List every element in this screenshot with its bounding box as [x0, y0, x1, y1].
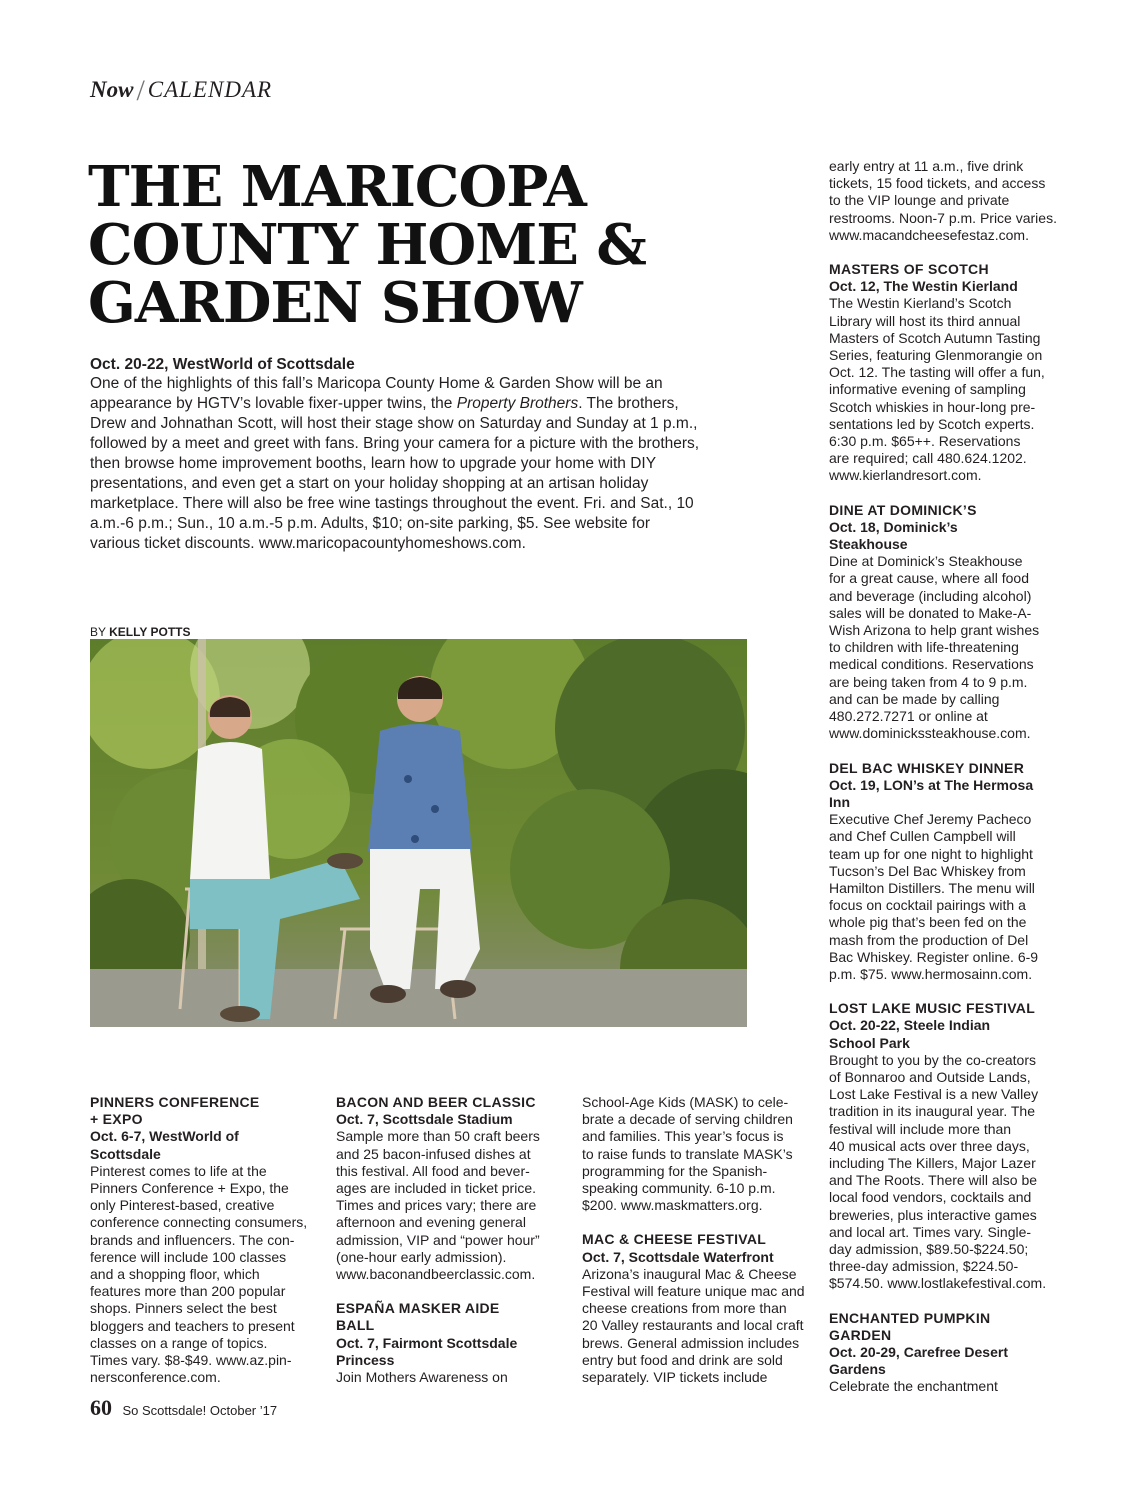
event-body-line: for a great cause, where all food	[829, 570, 1030, 587]
event-body-line: to children with life-threatening	[829, 639, 1019, 656]
event-body-line: conference connecting consumers,	[90, 1214, 308, 1231]
article-headline	[88, 154, 748, 336]
event-body-line: Times and prices vary; there are	[336, 1197, 537, 1214]
event-body-line: features more than 200 popular	[90, 1283, 286, 1300]
event-body-line: and local art. Times vary. Single-	[829, 1223, 1032, 1240]
event-title: DINE AT DOMINICK’S	[829, 501, 977, 518]
event-body-line: 20 Valley restaurants and local craft	[582, 1317, 804, 1334]
event-mac-cheese-continued	[829, 158, 1059, 244]
headline-line: COUNTY HOME &	[88, 212, 646, 278]
event-date-venue: Inn	[829, 793, 850, 810]
event-body-line: 40 musical acts over three days,	[829, 1137, 1030, 1154]
event-body-line: early entry at 11 a.m., five drink	[829, 158, 1024, 174]
event-title: MAC & CHEESE FESTIVAL	[582, 1231, 767, 1248]
event-body-line: www.baconandbeerclassic.com.	[336, 1266, 536, 1283]
event-body-line: and beverage (including alcohol)	[829, 587, 1032, 604]
event-body-line: The Westin Kierland’s Scotch	[829, 295, 1012, 312]
event-body-line: local food vendors, cocktails and	[829, 1189, 1032, 1206]
feature-body-line: followed by a meet and greet with fans. Bring your camera for a picture with the brothers,	[90, 435, 700, 452]
byline-prefix: BY	[90, 625, 106, 639]
feature-photo	[90, 639, 747, 1027]
event-body-line: Sample more than 50 craft beers	[336, 1128, 540, 1145]
event-body-line: informative evening of sampling	[829, 381, 1026, 398]
event-body-line: p.m. $75. www.hermosainn.com.	[829, 965, 1033, 982]
event-body-line: Festival will feature unique mac and	[582, 1283, 805, 1300]
event-date-venue: Oct. 7, Scottsdale Waterfront	[582, 1248, 774, 1265]
event-body-line: three-day admission, $224.50-	[829, 1258, 1019, 1275]
event-date-venue: Oct. 18, Dominick’s	[829, 518, 958, 535]
event-title: GARDEN	[829, 1326, 892, 1343]
event-body-line: Bac Whiskey. Register online. 6-9	[829, 948, 1039, 965]
event-date-venue: Oct. 19, LON’s at The Hermosa	[829, 776, 1034, 793]
event-body-line: School-Age Kids (MASK) to cele-	[582, 1094, 789, 1110]
event-body-line: are required; call 480.624.1202.	[829, 450, 1027, 467]
event-body-line: only Pinterest-based, creative	[90, 1197, 275, 1214]
event-body-line: mash from the production of Del	[829, 931, 1029, 948]
event-body-line: breweries, plus interactive games	[829, 1206, 1037, 1223]
event-body-line: to the VIP lounge and private	[829, 192, 1010, 209]
section-now: Now	[90, 77, 134, 102]
event-body-line: www.dominickssteakhouse.com.	[829, 725, 1031, 742]
event-body-line: programming for the Spanish-	[582, 1162, 768, 1179]
event-title: ESPAÑA MASKER AIDE	[336, 1300, 500, 1317]
event-dine-at-dominicks	[829, 502, 1059, 743]
event-body-line: medical conditions. Reservations	[829, 656, 1034, 673]
spacer	[829, 983, 1059, 1000]
event-body-line: Lost Lake Festival is a new Valley	[829, 1086, 1039, 1103]
event-body-line: Masters of Scotch Autumn Tasting	[829, 329, 1041, 346]
event-body-line: brate a decade of serving children	[582, 1111, 793, 1128]
byline	[90, 625, 191, 639]
publication-info: So Scottsdale! October ’17	[122, 1403, 278, 1418]
event-date-venue: School Park	[829, 1034, 910, 1051]
page-folio	[90, 1395, 277, 1421]
column-1	[90, 1094, 315, 1386]
event-body-line: team up for one night to highlight	[829, 845, 1033, 862]
paving	[90, 969, 747, 1027]
event-title: LOST LAKE MUSIC FESTIVAL	[829, 1000, 1036, 1017]
event-body-line: (one-hour early admission).	[336, 1248, 507, 1265]
event-body-line: sentations led by Scotch experts.	[829, 415, 1035, 432]
event-body-line: nersconference.com.	[90, 1369, 221, 1386]
event-date-venue: Oct. 7, Scottsdale Stadium	[336, 1111, 513, 1128]
spacer	[829, 743, 1059, 760]
event-body-line: classes on a range of topics.	[90, 1334, 268, 1351]
event-body-line: afternoon and evening general	[336, 1214, 526, 1231]
column-2	[336, 1094, 561, 1386]
event-date-venue: Scottsdale	[90, 1145, 161, 1162]
spacer	[336, 1283, 561, 1300]
event-espana-masker-aide-ball	[336, 1300, 561, 1386]
event-body-line: Brought to you by the co-creators	[829, 1051, 1036, 1068]
event-body-line: and families. This year’s focus is	[582, 1128, 784, 1145]
event-body-line: restrooms. Noon-7 p.m. Price varies.	[829, 209, 1057, 226]
event-bacon-beer-classic	[336, 1094, 561, 1283]
event-body-line: sales will be donated to Make-A-	[829, 604, 1032, 621]
event-body-line: shops. Pinners select the best	[90, 1300, 277, 1317]
event-body-line: are being taken from 4 to 9 p.m.	[829, 673, 1028, 690]
event-body-line: ages are included in ticket price.	[336, 1180, 536, 1197]
column-4	[829, 158, 1059, 1396]
feature-body	[90, 374, 730, 554]
event-mac-cheese-festival	[582, 1231, 807, 1386]
event-body-line: tickets, 15 food tickets, and access	[829, 175, 1046, 192]
section-separator: /	[136, 74, 145, 107]
feature-body-line: appearance by HGTV’s lovable fixer-upper twins, the Property Brothers. The brothers,	[90, 395, 679, 412]
event-body-line: Wish Arizona to help grant wishes	[829, 622, 1040, 639]
event-body-line: to raise funds to translate MASK’s	[582, 1145, 793, 1162]
feature-body-line: a.m.-6 p.m.; Sun., 10 a.m.-5 p.m. Adults, $10; on-site parking, $5. See website for	[90, 515, 650, 532]
event-body-line: and The Roots. There will also be	[829, 1172, 1038, 1189]
event-title: ENCHANTED PUMPKIN	[829, 1309, 991, 1326]
event-body-line: $574.50. www.lostlakefestival.com.	[829, 1275, 1047, 1292]
event-body-line: Join Mothers Awareness on	[336, 1369, 508, 1386]
event-body-line: admission, VIP and “power hour”	[336, 1231, 540, 1248]
event-date-venue: Gardens	[829, 1361, 886, 1378]
event-date-venue: Princess	[336, 1351, 395, 1368]
event-del-bac-whiskey-dinner	[829, 760, 1059, 984]
event-date-venue: Oct. 20-22, Steele Indian	[829, 1017, 991, 1034]
event-body-line: this festival. All food and bever-	[336, 1162, 530, 1179]
event-body-line: cheese creations from more than	[582, 1300, 787, 1317]
event-body-line: Executive Chef Jeremy Pacheco	[829, 811, 1032, 828]
event-body-line: Times vary. $8-$49. www.az.pin-	[90, 1352, 292, 1369]
event-date-venue: Steakhouse	[829, 536, 908, 553]
column-3	[582, 1094, 807, 1386]
event-body-line: www.macandcheesefestaz.com.	[829, 226, 1029, 243]
feature-body-line: then browse home improvement booths, learn how to upgrade your home with DIY	[90, 455, 657, 472]
feature-body-line: Drew and Johnathan Scott, will host their stage show on Saturday and Sunday at 1 p.m.,	[90, 415, 698, 432]
event-body-line: ference will include 100 classes	[90, 1248, 287, 1265]
event-title: PINNERS CONFERENCE	[90, 1094, 260, 1110]
spacer	[829, 244, 1059, 261]
event-title: DEL BAC WHISKEY DINNER	[829, 759, 1025, 776]
event-body-line: day admission, $89.50-$224.50;	[829, 1240, 1029, 1257]
event-body-line: whole pig that’s been fed on the	[829, 914, 1027, 931]
event-enchanted-pumpkin-garden	[829, 1310, 1059, 1396]
event-body-line: Library will host its third annual	[829, 312, 1021, 329]
event-title: BACON AND BEER CLASSIC	[336, 1094, 536, 1110]
event-date-venue: Oct. 6-7, WestWorld of	[90, 1128, 239, 1145]
event-body-line: Dine at Dominick’s Steakhouse	[829, 553, 1023, 570]
event-title: + EXPO	[90, 1111, 143, 1128]
event-title: MASTERS OF SCOTCH	[829, 261, 989, 278]
event-body-line: 480.272.7271 or online at	[829, 708, 988, 725]
event-body-line: Hamilton Distillers. The menu will	[829, 879, 1035, 896]
event-body-line: Oct. 12. The tasting will offer a fun,	[829, 364, 1045, 381]
event-body-line: including The Killers, Major Lazer	[829, 1154, 1036, 1171]
feature-body-line: One of the highlights of this fall’s Maricopa County Home & Garden Show will be an	[90, 375, 663, 392]
event-body-line: 6:30 p.m. $65++. Reservations	[829, 433, 1021, 450]
headline-line: GARDEN SHOW	[88, 270, 582, 336]
event-date-venue: Oct. 12, The Westin Kierland	[829, 278, 1018, 295]
event-date-venue: Oct. 7, Fairmont Scottsdale	[336, 1334, 518, 1351]
page-number: 60	[90, 1395, 112, 1420]
event-date-venue: Oct. 20-29, Carefree Desert	[829, 1344, 1008, 1360]
event-pinners-conference	[90, 1094, 315, 1386]
garden-photo-illustration	[90, 639, 747, 1027]
event-body-line: focus on cocktail pairings with a	[829, 897, 1026, 914]
event-body-line: entry but food and drink are sold	[582, 1351, 783, 1368]
event-body-line: separately. VIP tickets include	[582, 1369, 768, 1386]
event-masters-of-scotch	[829, 261, 1059, 485]
event-body-line: brews. General admission includes	[582, 1334, 800, 1351]
event-body-line: Celebrate the enchantment	[829, 1378, 998, 1395]
event-body-line: brands and influencers. The con-	[90, 1231, 295, 1248]
event-body-line: www.kierlandresort.com.	[829, 467, 982, 484]
event-body-line: speaking community. 6-10 p.m.	[582, 1180, 776, 1197]
feature-body-line: marketplace. There will also be free wine tastings throughout the event. Fri. and Sat., 10	[90, 495, 694, 512]
feature-date-venue: Oct. 20-22, WestWorld of Scottsdale	[90, 356, 355, 373]
event-body-line: Tucson’s Del Bac Whiskey from	[829, 862, 1026, 879]
event-body-line: and 25 bacon-infused dishes at	[336, 1145, 531, 1162]
event-body-line: Pinterest comes to life at the	[90, 1162, 267, 1179]
feature-body-line: presentations, and even get a start on your holiday shopping at an artisan holiday	[90, 475, 649, 492]
event-body-line: Series, featuring Glenmorangie on	[829, 347, 1043, 364]
feature-article	[90, 356, 730, 554]
section-label	[90, 74, 272, 108]
event-body-line: of Bonnaroo and Outside Lands,	[829, 1068, 1031, 1085]
headline-line: THE MARICOPA	[88, 154, 586, 220]
event-body-line: Pinners Conference + Expo, the	[90, 1180, 289, 1197]
event-body-line: and Chef Cullen Campbell will	[829, 828, 1016, 845]
event-title: BALL	[336, 1317, 375, 1334]
event-body-line: bloggers and teachers to present	[90, 1317, 295, 1334]
spacer	[829, 485, 1059, 502]
event-body-line: and can be made by calling	[829, 690, 1000, 707]
section-category: CALENDAR	[147, 77, 273, 102]
event-espana-continued	[582, 1094, 807, 1214]
spacer	[829, 1293, 1059, 1310]
byline-author: KELLY POTTS	[109, 625, 191, 639]
spacer	[582, 1214, 807, 1231]
event-lost-lake-music-festival	[829, 1000, 1059, 1292]
event-body-line: tradition in its inaugural year. The	[829, 1103, 1035, 1120]
event-body-line: Scotch whiskies in hour-long pre-	[829, 398, 1036, 415]
feature-body-line: various ticket discounts. www.maricopacountyhomeshows.com.	[90, 535, 526, 552]
event-body-line: $200. www.maskmatters.org.	[582, 1197, 763, 1214]
event-body-line: Arizona’s inaugural Mac & Cheese	[582, 1265, 797, 1282]
event-body-line: festival will include more than	[829, 1120, 1012, 1137]
event-body-line: and a shopping floor, which	[90, 1266, 260, 1283]
